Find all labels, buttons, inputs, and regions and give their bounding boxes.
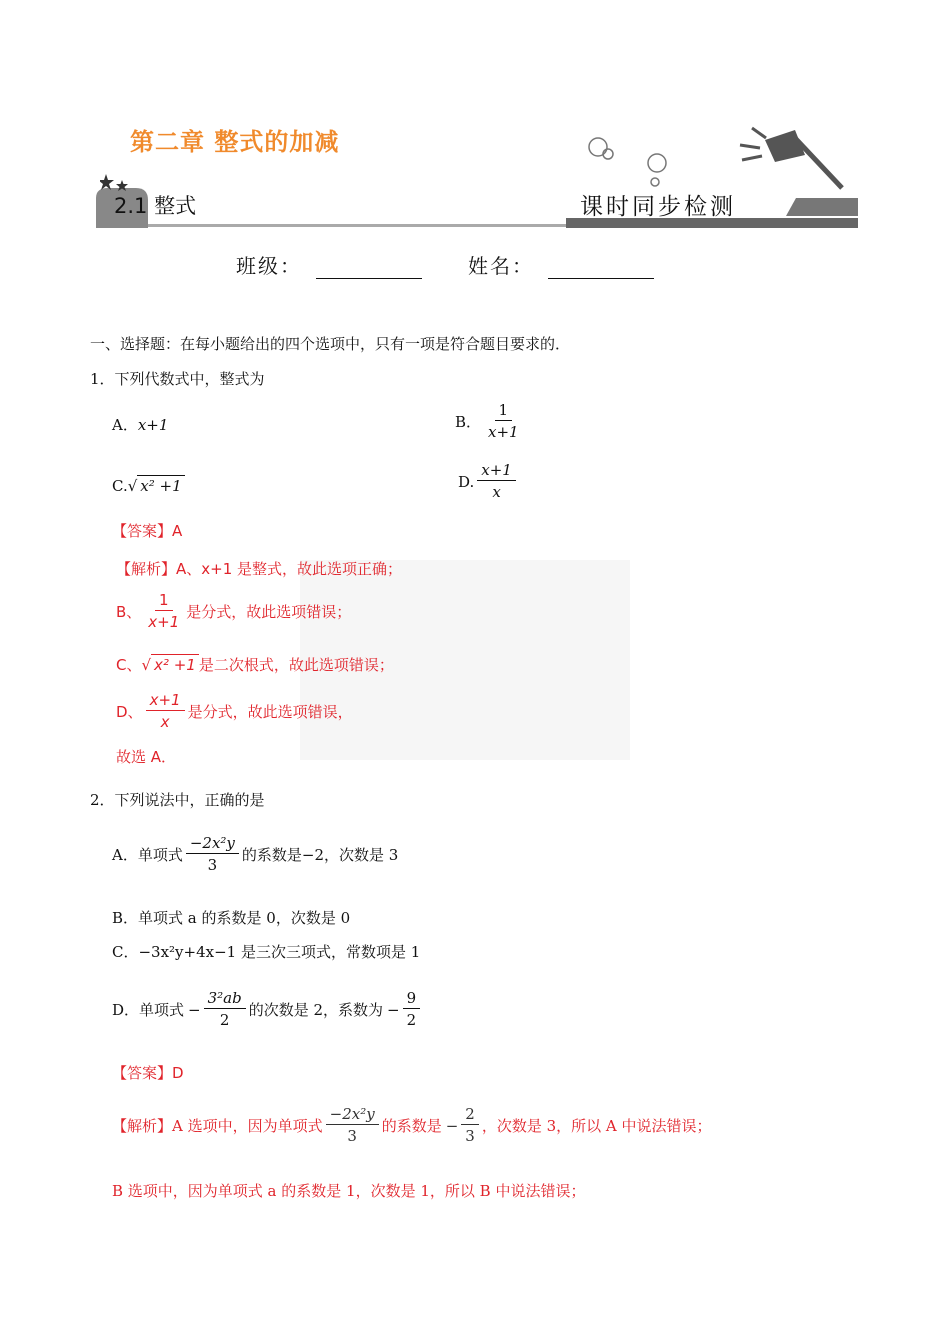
q1-option-b: B． $\frac{1}{x+1}$	[455, 401, 519, 441]
sync-label: 课时同步检测	[580, 194, 736, 220]
section-intro: 一、选择题：在每小题给出的四个选项中，只有一项是符合题目要求的．	[90, 335, 571, 353]
q1-analysis-b: B、 $\frac{1}{x+1}$ 是分式，故此选项错误；	[116, 591, 352, 631]
name-field	[468, 250, 654, 279]
q1-answer: 【答案】A	[112, 522, 183, 540]
section-title: 2.1 整式	[114, 194, 197, 218]
class-label: 班级：	[236, 254, 302, 278]
q2-analysis-a: 【解析】 A 选项中，因为单项式 $\frac{\text{−2x²y}}{3}$ 的系数是 − $\frac{2}{3}$ ，次数是 3，所以 A 中说法错误；	[112, 1105, 712, 1145]
q1-option-a: A．x+1	[112, 416, 169, 434]
name-blank[interactable]	[548, 258, 654, 279]
chapter-title: 第二章 整式的加减	[130, 128, 340, 156]
class-field	[236, 250, 422, 279]
q2-option-c: C．−3x²y+4x−1 是三次三项式，常数项是 1	[112, 943, 421, 961]
name-label: 姓名：	[468, 254, 534, 278]
q1-conclusion: 故选 A．	[116, 748, 177, 766]
q2-stem: 2．下列说法中，正确的是	[90, 791, 265, 809]
class-blank[interactable]	[316, 258, 422, 279]
q1-stem: 1．下列代数式中，整式为	[90, 370, 265, 388]
section-banner	[96, 188, 858, 228]
q2-analysis-b: B 选项中，因为单项式 a 的系数是 1，次数是 1，所以 B 中说法错误；	[112, 1182, 586, 1200]
q2-option-a: A．单项式 $\frac{\text{−2x²y}}{3}$ 的系数是−2，次数是 3	[112, 834, 399, 874]
q1-analysis-c: C、√ x² +1 是二次根式，故此选项错误；	[116, 656, 394, 674]
q1-analysis-d: D、 $\frac{x+1}{x}$ 是分式，故此选项错误，	[116, 691, 353, 731]
q2-option-d: D．单项式 − $\frac{\text{3²ab}}{2}$ 的次数是 2，系数为 − $\frac{9}{2}$	[112, 988, 423, 1031]
q1-option-c: C.√ x² +1	[112, 475, 185, 497]
lamp-decoration-icon	[580, 100, 860, 195]
q1-analysis-a: 【解析】A、x+1 是整式，故此选项正确；	[116, 560, 403, 578]
q2-answer: 【答案】D	[112, 1064, 184, 1082]
q2-option-b: B．单项式 a 的系数是 0，次数是 0	[112, 909, 351, 927]
q1-option-d: D. $\frac{x+1}{x}$	[458, 460, 519, 503]
